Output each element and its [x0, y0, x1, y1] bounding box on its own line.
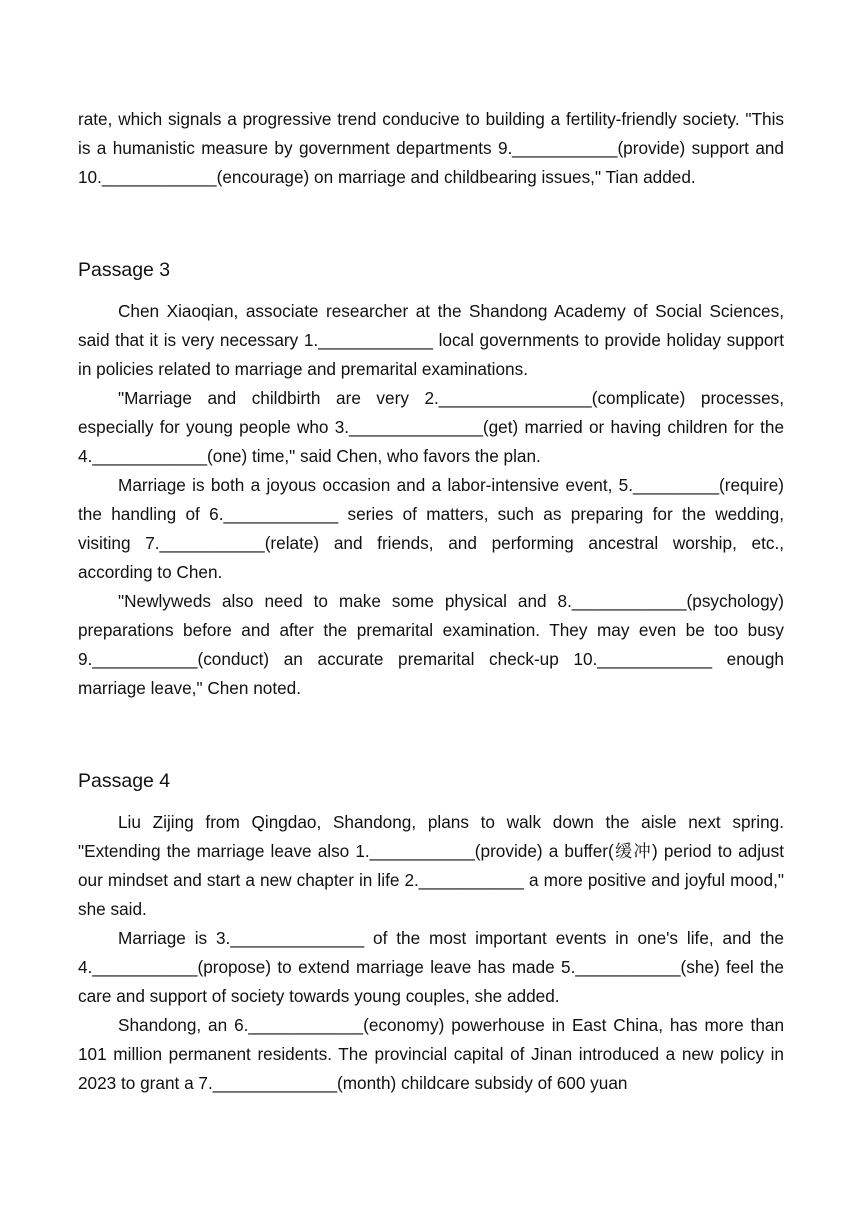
passage-4-paragraph-2: Marriage is 3.______________ of the most important events in one's life, and the 4.___________(propose) to extend marriage leave has made 5.___________(she) feel the care and support of society towards young couples, she added.	[78, 928, 784, 1006]
passage-3-paragraph-1: Chen Xiaoqian, associate researcher at the Shandong Academy of Social Sciences, said that it is very necessary 1.____________ local governments to provide holiday support in policies related to marriage and premarital examinations.	[78, 301, 784, 379]
heading-spacer	[78, 796, 784, 808]
passage-4-paragraph-1: Liu Zijing from Qingdao, Shandong, plans to walk down the aisle next spring. "Extending the marriage leave also 1.___________(provide) a buffer(缓冲) period to adjust our mindset and start a new chapter in life 2.___________ a more positive and joyful mood," she said.	[78, 812, 784, 919]
passage-4-heading: Passage 4	[78, 770, 171, 792]
passage-3-paragraph-3: Marriage is both a joyous occasion and a labor-intensive event, 5._________(require) the handling of 6.____________ series of matters, such as preparing for the wedding, visiting 7.___________(relate) and friends, and performing ancestral worship, etc., according to Chen.	[78, 475, 784, 582]
passage-3-paragraph-2: "Marriage and childbirth are very 2.________________(complicate) processes, especially for young people who 3.______________(get) married or having children for the 4.____________(one) time," said Chen, who favors the plan.	[78, 388, 784, 466]
passage-3-heading: Passage 3	[78, 259, 171, 281]
heading-spacer	[78, 285, 784, 297]
document-page	[78, 105, 784, 1098]
passage-3-paragraph-4: "Newlyweds also need to make some physical and 8.____________(psychology) preparations before and after the premarital examination. They may even be too busy 9.___________(conduct) an accurate premarital check-up 10.____________ enough marriage leave," Chen noted.	[78, 591, 784, 698]
passage-4-paragraph-3: Shandong, an 6.____________(economy) powerhouse in East China, has more than 101 million permanent residents. The provincial capital of Jinan introduced a new policy in 2023 to grant a 7._____________(month) childcare subsidy of 600 yuan	[78, 1015, 784, 1093]
section-spacer	[78, 703, 784, 767]
section-spacer	[78, 192, 784, 256]
continuation-paragraph: rate, which signals a progressive trend conducive to building a fertility-friendly society. "This is a humanistic measure by government departments 9.___________(provide) support and 10.____________(encourage) on marriage and childbearing issues," Tian added.	[78, 109, 784, 187]
